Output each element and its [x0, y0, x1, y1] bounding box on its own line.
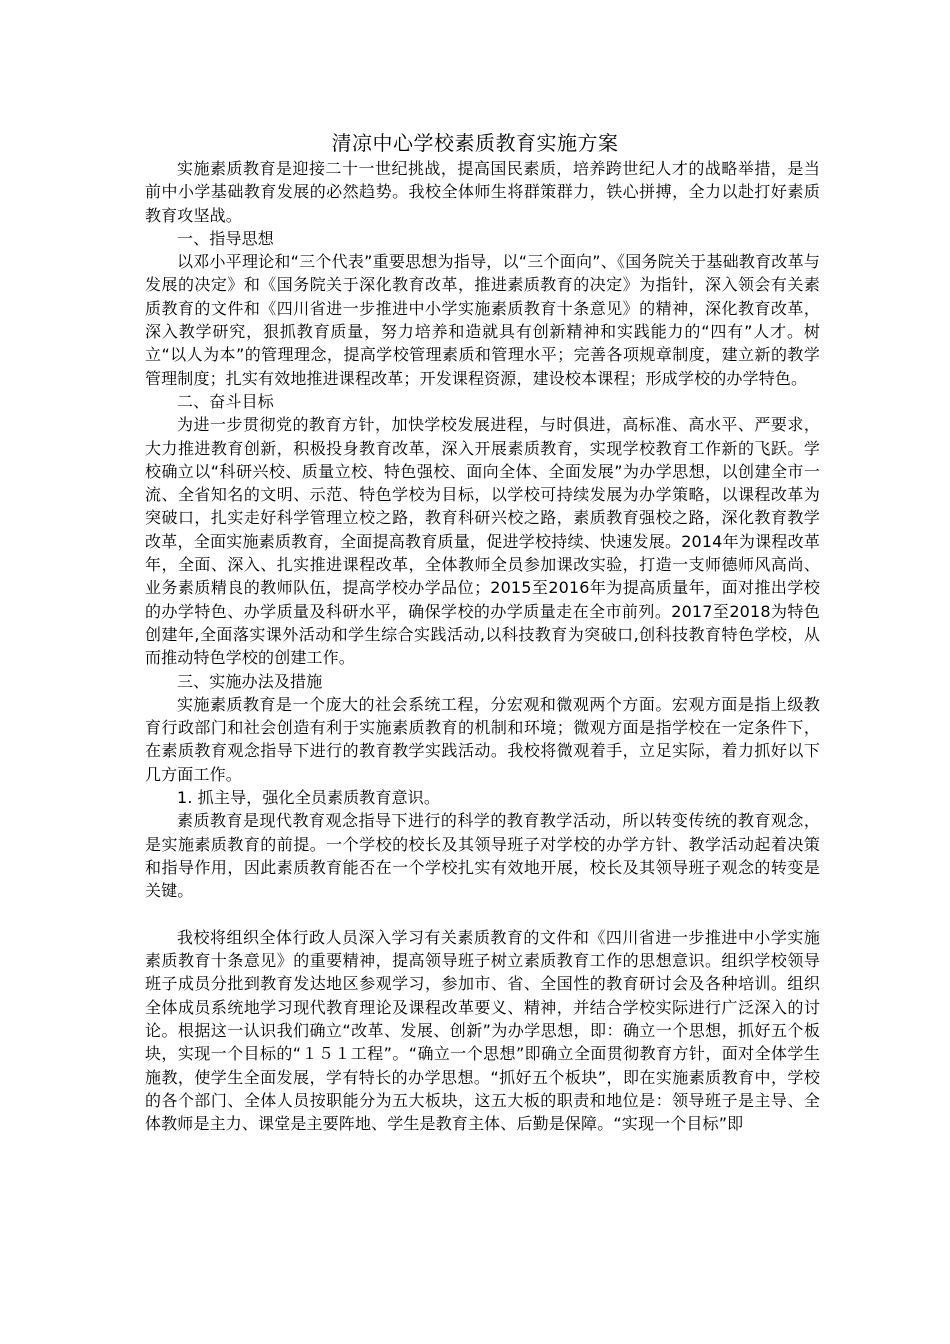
- intro-paragraph: 实施素质教育是迎接二十一世纪挑战，提高国民素质，培养跨世纪人才的战略举措，是当前中小学基础教育发展的必然趋势。我校全体师生将群策群力，铁心拼搏，全力以赴打好素质教育攻坚战。: [145, 159, 820, 225]
- guiding-ideology-paragraph: 以邓小平理论和“三个代表”重要思想为指导，以“三个面向”、《国务院关于基础教育改革与发展的决定》和《国务院关于深化教育改革，推进素质教育的决定》为指针，深入领会有关素质教育的文件和《四川省进一步推进中小学实施素质教育十条意见》的精神，深化教育改革，深入教学研究，狠抓教育质量，努力培养和造就具有创新精神和实践能力的“四有”人才。树立“以人为本”的管理理念，提高学校管理素质和管理水平；完善各项规章制度，建立新的教学管理制度；扎实有效地推进课程改革；开发课程资源，建设校本课程；形成学校的办学特色。: [145, 252, 820, 388]
- document-title: 清凉中心学校素质教育实施方案: [331, 131, 619, 155]
- subsection-1-paragraph-2: 我校将组织全体行政人员深入学习有关素质教育的文件和《四川省进一步推进中小学实施素质教育十条意见》的重要精神，提高领导班子树立素质教育工作的思想意识。组织学校领导班子成员分批到教育发达地区参观学习，参加市、省、全国性的教育研讨会及各种培训。组织全体成员系统地学习现代教育理论及课程改革要义、精神，并结合学校实际进行广泛深入的讨论。根据这一认识我们确立“改革、发展、创新”为办学思想，即：确立一个思想，抓好五个板块，实现一个目标的“１５１工程”。“确立一个思想”即确立全面贯彻教育方针，面对全体学生施教，使学生全面发展，学有特长的办学思想。“抓好五个板块”，即在实施素质教育中，学校的各个部门、全体人员按职能分为五大板块，这五大板的职责和地位是：领导班子是主导、全体教师是主力、课堂是主要阵地、学生是教育主体、后勤是保障。“实现一个目标”即: [145, 927, 820, 1134]
- blank-line: [145, 903, 820, 926]
- section-heading-goals: 二、奋斗目标: [177, 391, 274, 411]
- goals-paragraph: 为进一步贯彻党的教育方针，加快学校发展进程，与时俱进，高标准、高水平、严要求，大力推进教育创新，积极投身教育改革，深入开展素质教育，实现学校教育工作新的飞跃。学校确立以“科研兴校、质量立校、特色强校、面向全体、全面发展”为办学思想，以创建全市一流、全省知名的文明、示范、特色学校为目标，以学校可持续发展为办学策略，以课程改革为突破口，扎实走好科学管理立校之路，教育科研兴校之路，素质教育强校之路，深化教育教学改革，全面实施素质教育，全面提高教育质量，促进学校持续、快速发展。2014年为课程改革年，全面、深入、扎实推进课程改革，全体教师全员参加课改实验，打造一支师德师风高尚、业务素质精良的教师队伍，提高学校办学品位；2015至2016年为提高质量年，面对推出学校的办学特色、办学质量及科研水平，确保学校的办学质量走在全市前列。2017至2018为特色创建年,全面落实课外活动和学生综合实践活动,以科技教育为突破口,创科技教育特色学校，从而推动特色学校的创建工作。: [145, 415, 820, 668]
- document-body: [145, 157, 820, 1135]
- section-heading-measures: 三、实施办法及措施: [177, 671, 323, 691]
- section-heading-guiding-ideology: 一、指导思想: [177, 228, 274, 248]
- measures-paragraph: 实施素质教育是一个庞大的社会系统工程，分宏观和微观两个方面。宏观方面是指上级教育行政部门和社会创造有利于实施素质教育的机制和环境；微观方面是指学校在一定条件下，在素质教育观念指导下进行的教育教学实践活动。我校将微观着手，立足实际，着力抓好以下几方面工作。: [145, 694, 820, 784]
- subsection-1-paragraph: 素质教育是现代教育观念指导下进行的科学的教育教学活动，所以转变传统的教育观念，是实施素质教育的前提。一个学校的校长及其领导班子对学校的办学方针、教学活动起着决策和指导作用，因此素质教育能否在一个学校扎实有效地开展，校长及其领导班子观念的转变是关键。: [145, 811, 820, 901]
- subsection-heading-1: 1. 抓主导，强化全员素质教育意识。: [177, 788, 441, 808]
